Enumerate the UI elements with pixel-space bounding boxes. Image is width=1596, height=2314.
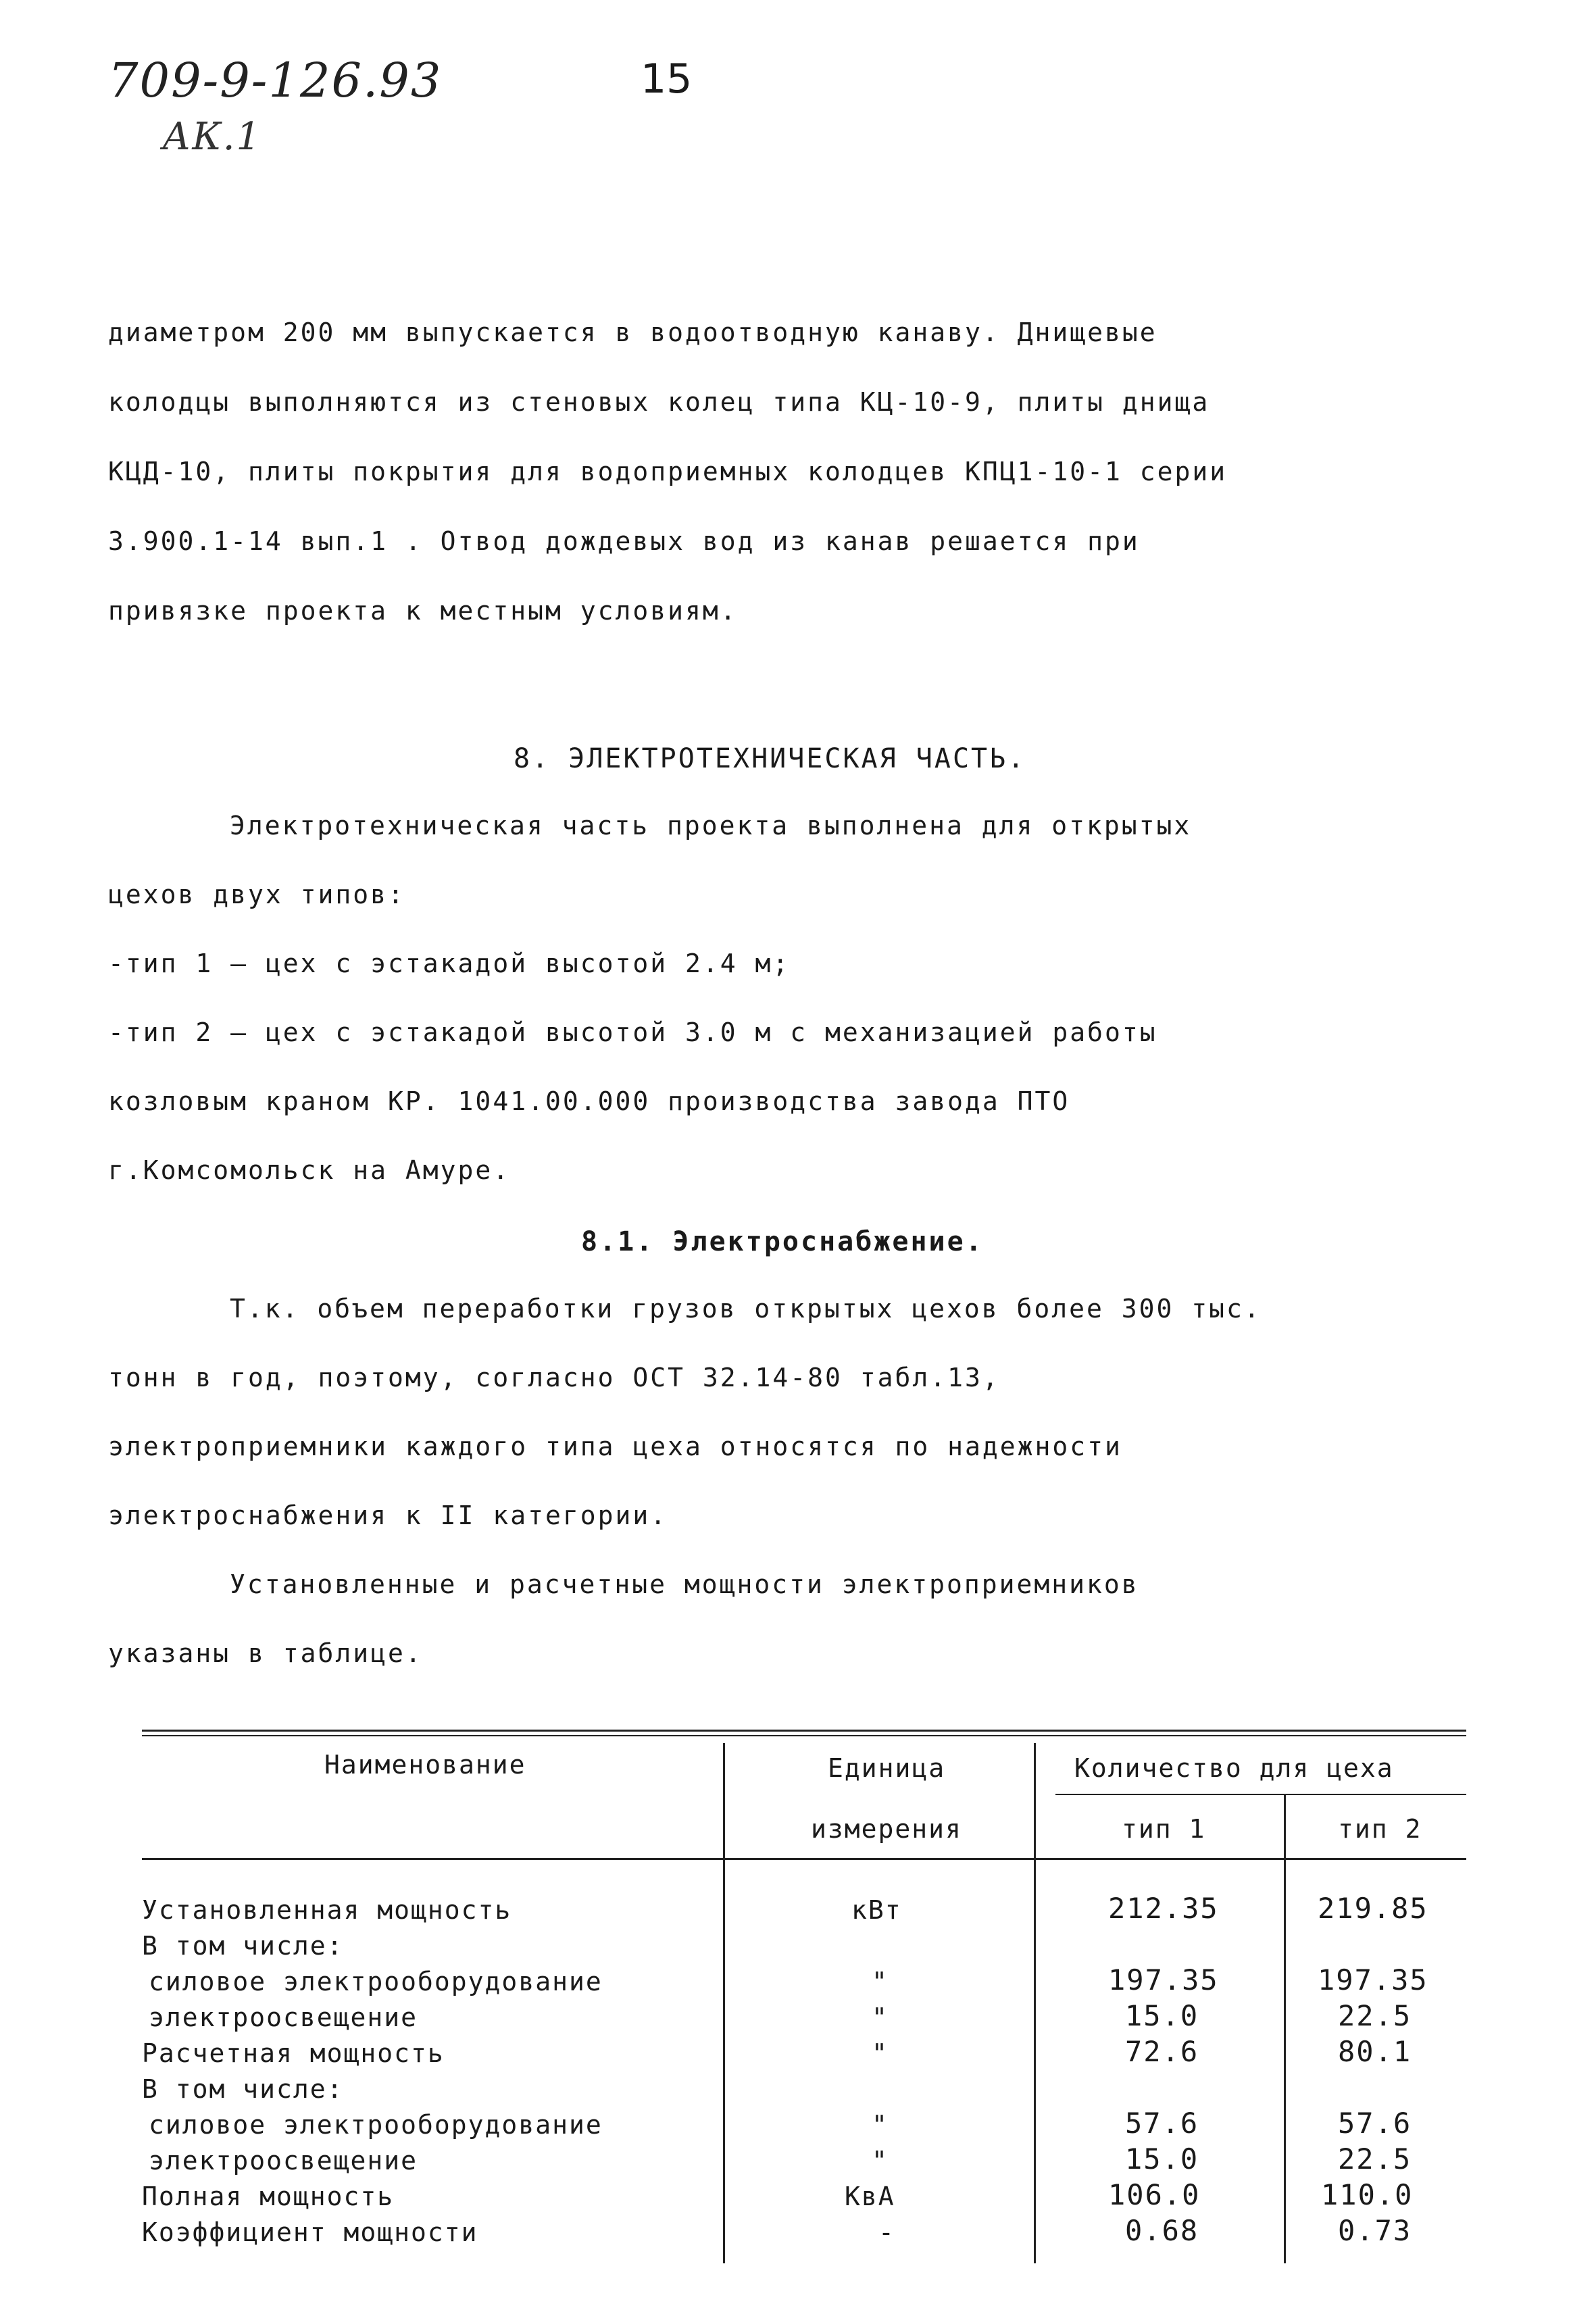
- row-type1: 15.0: [1125, 1999, 1199, 2032]
- table-col-rule-2: [1034, 1743, 1036, 2263]
- row-unit: ": [872, 2110, 889, 2140]
- row-unit: ": [872, 2003, 889, 2032]
- intro-line-2: колодцы выполняются из стеновых колец типа КЦ-10-9, плиты днища: [108, 387, 1210, 417]
- row-type2: 110.0: [1321, 2178, 1414, 2211]
- row-name: В том числе:: [142, 2074, 344, 2104]
- section-8-1-line: Установленные и расчетные мощности электроприемников: [230, 1569, 1139, 1599]
- row-type1: 106.0: [1108, 2178, 1201, 2211]
- section-8-1-line: Т.к. объем переработки грузов открытых цехов более 300 тыс.: [230, 1294, 1262, 1324]
- document-subcode: АК.1: [162, 115, 262, 159]
- header-unit-line1: Единица: [828, 1753, 946, 1783]
- header-qty: Количество для цеха: [1074, 1753, 1394, 1783]
- row-type1: 212.35: [1108, 1892, 1219, 1925]
- section-8-line: г.Комсомольск на Амуре.: [108, 1155, 511, 1185]
- row-type2: 219.85: [1318, 1892, 1428, 1925]
- section-8-line: Электротехническая часть проекта выполнена для открытых: [230, 811, 1192, 840]
- header-type1: тип 1: [1122, 1814, 1206, 1844]
- table-col-rule-1: [723, 1743, 725, 2263]
- intro-line-1: диаметром 200 мм выпускается в водоотводную канаву. Днищевые: [108, 318, 1157, 347]
- section-8-1-line: указаны в таблице.: [108, 1638, 423, 1668]
- header-name: Наименование: [324, 1750, 526, 1780]
- row-name: силовое электрооборудование: [149, 1967, 603, 1996]
- row-type2: 57.6: [1338, 2107, 1412, 2140]
- row-type1: 0.68: [1125, 2214, 1199, 2247]
- intro-line-3: КЦД-10, плиты покрытия для водоприемных колодцев КПЦ1-10-1 серии: [108, 457, 1228, 486]
- row-name: силовое электрооборудование: [149, 2110, 603, 2140]
- section-8-line: -тип 1 – цех с эстакадой высотой 2.4 м;: [108, 949, 791, 978]
- table-top-rule-2: [142, 1735, 1466, 1736]
- row-name: В том числе:: [142, 1931, 344, 1961]
- section-8-heading: 8. ЭЛЕКТРОТЕХНИЧЕСКАЯ ЧАСТЬ.: [514, 743, 1026, 774]
- table-col-rule-3: [1284, 1794, 1286, 2263]
- row-unit: ": [872, 1967, 889, 1996]
- table-header-rule: [142, 1858, 1466, 1860]
- row-type2: 80.1: [1338, 2035, 1412, 2068]
- row-name: Расчетная мощность: [142, 2038, 445, 2068]
- row-unit: -: [878, 2217, 895, 2247]
- row-type1: 15.0: [1125, 2142, 1199, 2175]
- row-unit: ": [872, 2038, 889, 2068]
- table-top-rule: [142, 1730, 1466, 1732]
- row-name: электроосвещение: [149, 2146, 418, 2175]
- section-8-1-line: электроснабжения к II категории.: [108, 1501, 668, 1530]
- intro-line-4: 3.900.1-14 вып.1 . Отвод дождевых вод из канав решается при: [108, 526, 1140, 556]
- header-unit-line2: измерения: [811, 1814, 962, 1844]
- row-type2: 22.5: [1338, 1999, 1412, 2032]
- row-name: Полная мощность: [142, 2182, 395, 2211]
- header-type2: тип 2: [1338, 1814, 1422, 1844]
- row-type1: 72.6: [1125, 2035, 1199, 2068]
- row-unit: КвА: [845, 2182, 895, 2211]
- intro-line-5: привязке проекта к местным условиям.: [108, 596, 738, 626]
- row-unit: кВт: [851, 1895, 902, 1925]
- row-name: Установленная мощность: [142, 1895, 512, 1925]
- section-8-1-line: электроприемники каждого типа цеха относятся по надежности: [108, 1432, 1122, 1461]
- section-8-line: -тип 2 – цех с эстакадой высотой 3.0 м с механизацией работы: [108, 1017, 1157, 1047]
- row-type2: 22.5: [1338, 2142, 1412, 2175]
- row-type1: 197.35: [1108, 1963, 1219, 1996]
- power-table: [142, 1730, 1466, 2263]
- row-name: Коэффициент мощности: [142, 2217, 478, 2247]
- row-type2: 197.35: [1318, 1963, 1428, 1996]
- section-8-1-line: тонн в год, поэтому, согласно ОСТ 32.14-80 табл.13,: [108, 1363, 1000, 1392]
- section-8-line: цехов двух типов:: [108, 880, 405, 909]
- table-qty-rule: [1055, 1794, 1466, 1795]
- section-8-1-heading: 8.1. Электроснабжение.: [581, 1226, 984, 1257]
- row-type2: 0.73: [1338, 2214, 1412, 2247]
- page-number: 15: [641, 55, 693, 103]
- row-type1: 57.6: [1125, 2107, 1199, 2140]
- section-8-line: козловым краном КР. 1041.00.000 производства завода ПТО: [108, 1086, 1070, 1116]
- row-name: электроосвещение: [149, 2003, 418, 2032]
- document-code: 709-9-126.93: [108, 53, 443, 108]
- row-unit: ": [872, 2146, 889, 2175]
